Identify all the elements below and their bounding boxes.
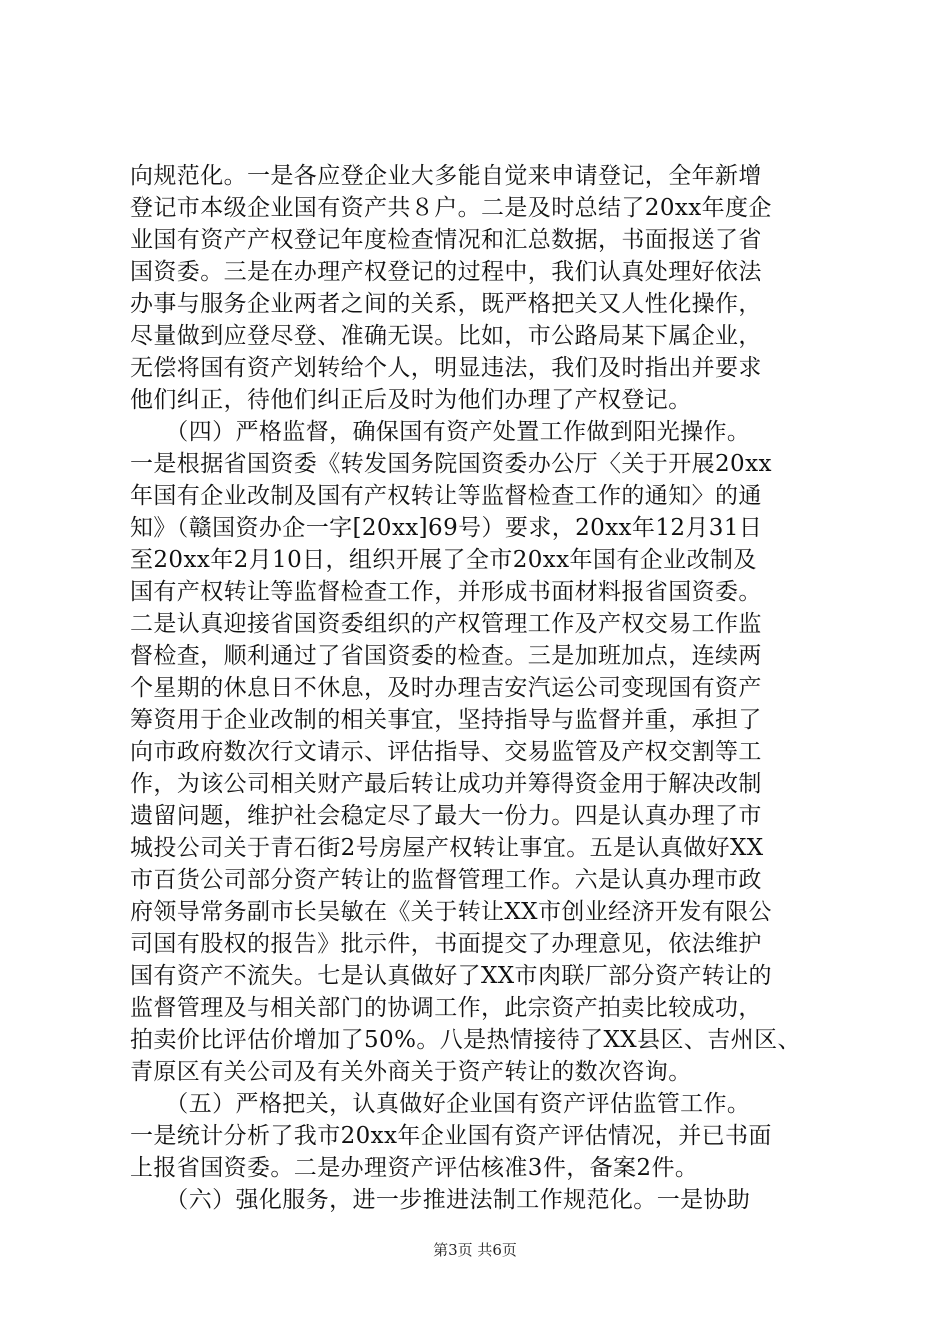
text-line: 一是统计分析了我市20xx年企业国有资产评估情况，并已书面 bbox=[130, 1123, 772, 1149]
text-line: 个星期的休息日不休息，及时办理吉安汽运公司变现国有资产 bbox=[130, 675, 762, 701]
text-line: 办事与服务企业两者之间的关系，既严格把关又人性化操作， bbox=[130, 291, 762, 317]
text-line: 筹资用于企业改制的相关事宜，坚持指导与监督并重，承担了 bbox=[130, 707, 762, 733]
section-heading-5: （五）严格把关，认真做好企业国有资产评估监管工作。 bbox=[130, 1091, 751, 1117]
body-text bbox=[130, 160, 826, 1216]
text-line: 国资委。三是在办理产权登记的过程中，我们认真处理好依法 bbox=[130, 259, 762, 285]
text-line: 业国有资产产权登记年度检查情况和汇总数据，书面报送了省 bbox=[130, 227, 762, 253]
section-heading-6: （六）强化服务，进一步推进法制工作规范化。一是协助 bbox=[130, 1187, 751, 1213]
text-line: 尽量做到应登尽登、准确无误。比如，市公路局某下属企业， bbox=[130, 323, 762, 349]
text-line: 向市政府数次行文请示、评估指导、交易监管及产权交割等工 bbox=[130, 739, 762, 765]
text-line: 上报省国资委。二是办理资产评估核准3件，备案2件。 bbox=[130, 1155, 699, 1181]
text-line: 遗留问题，维护社会稳定尽了最大一份力。四是认真办理了市 bbox=[130, 803, 762, 829]
text-line: 市百货公司部分资产转让的监督管理工作。六是认真办理市政 bbox=[130, 867, 762, 893]
text-line: 登记市本级企业国有资产共８户。二是及时总结了20xx年度企 bbox=[130, 195, 772, 221]
text-line: 国有产权转让等监督检查工作，并形成书面材料报省国资委。 bbox=[130, 579, 762, 605]
text-line: 司国有股权的报告》批示件，书面提交了办理意见，依法维护 bbox=[130, 931, 762, 957]
text-line: 监督管理及与相关部门的协调工作，此宗资产拍卖比较成功， bbox=[130, 995, 762, 1021]
text-line: 向规范化。一是各应登企业大多能自觉来申请登记，全年新增 bbox=[130, 163, 762, 189]
text-line: 督检查，顺利通过了省国资委的检查。三是加班加点，连续两 bbox=[130, 643, 762, 669]
text-line: 青原区有关公司及有关外商关于资产转让的数次咨询。 bbox=[130, 1059, 692, 1085]
text-line: 作，为该公司相关财产最后转让成功并筹得资金用于解决改制 bbox=[130, 771, 762, 797]
text-line: 无偿将国有资产划转给个人，明显违法，我们及时指出并要求 bbox=[130, 355, 762, 381]
text-line: 他们纠正，待他们纠正后及时为他们办理了产权登记。 bbox=[130, 387, 692, 413]
text-line: 城投公司关于青石街2号房屋产权转让事宜。五是认真做好XX bbox=[130, 835, 764, 861]
text-line: 府领导常务副市长吴敏在《关于转让XX市创业经济开发有限公 bbox=[130, 899, 772, 925]
text-line: 知》（赣国资办企一字[20xx]69号）要求，20xx年12月31日 bbox=[130, 515, 763, 541]
page-number-footer: 第3页 共6页 bbox=[433, 1241, 517, 1259]
section-heading-4: （四）严格监督，确保国有资产处置工作做到阳光操作。 bbox=[130, 419, 751, 445]
text-line: 年国有企业改制及国有产权转让等监督检查工作的通知〉的通 bbox=[130, 483, 762, 509]
text-line: 拍卖价比评估价增加了50%。八是热情接待了XX县区、吉州区、 bbox=[130, 1027, 801, 1053]
text-line: 至20xx年2月10日，组织开展了全市20xx年国有企业改制及 bbox=[130, 547, 757, 573]
text-line: 一是根据省国资委《转发国务院国资委办公厅〈关于开展20xx bbox=[130, 451, 772, 477]
text-line: 国有资产不流失。七是认真做好了XX市肉联厂部分资产转让的 bbox=[130, 963, 772, 989]
text-line: 二是认真迎接省国资委组织的产权管理工作及产权交易工作监 bbox=[130, 611, 762, 637]
